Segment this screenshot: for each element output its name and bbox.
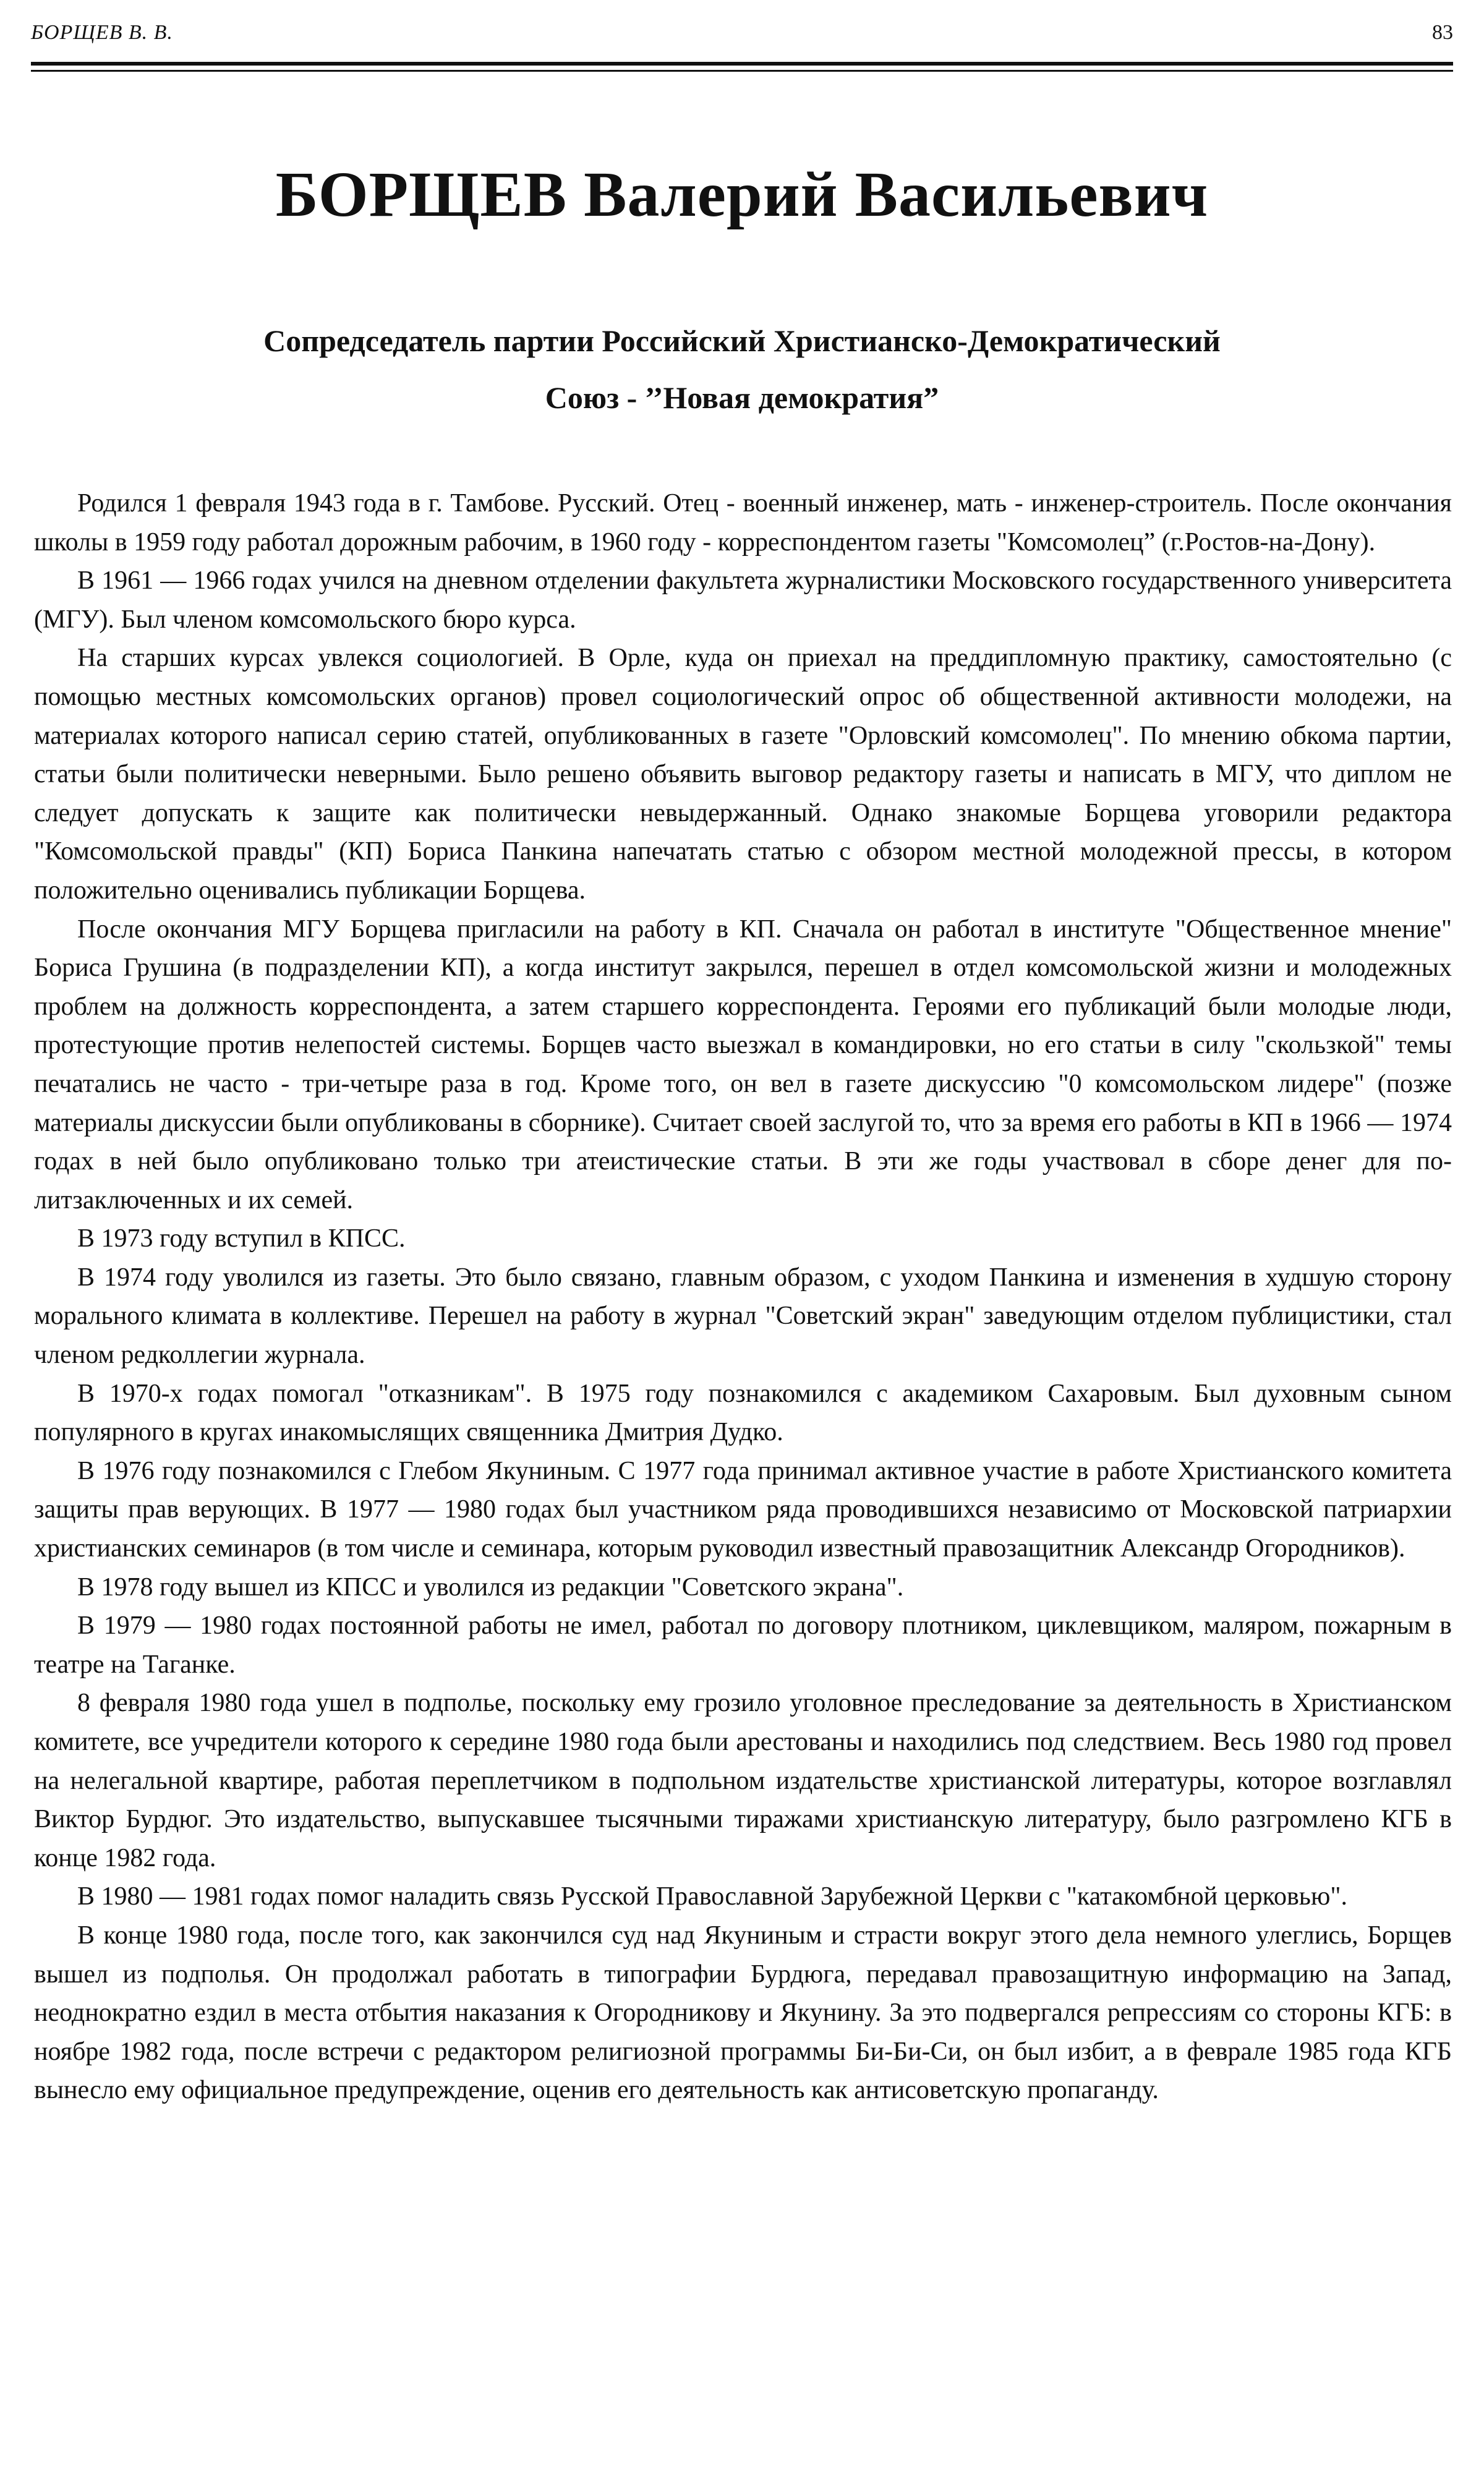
article-body [34,484,1452,2110]
paragraph: После окончания МГУ Борщева пригласили на работу в КП. Сначала он работал в институте "Общественное мнение" Бориса Грушина (в подразделении КП), а когда институт закрылся, перешел в отдел комсомольской жизни и молодежных проблем на должность корреспондента, а затем старшего корреспондента. Героями его публикаций были молодые люди, протестующие против нелепостей системы. Борщев часто выезжал в командировки, но его статьи в силу "скользкой" темы печатались не часто - три-четыре раза в год. Кроме того, он вел в газете дискуссию "0 комсомольском лидере" (позже материалы дискуссии были опубликованы в сборнике). Считает своей заслугой то, что за время его работы в КП в 1966 — 1974 годах в ней было опубликовано только три атеистические статьи. В эти же годы участвовал в сборе денег для политзаключенных и их семей. [34,915,1452,1214]
paragraph: В 1978 году вышел из КПСС и уволился из редакции "Советского экрана". [77,1572,904,1602]
subtitle-line-1: Сопредседатель партии Российский Христианско-Демократический [263,323,1221,358]
paragraph: В 1976 году познакомился с Глебом Якуниным. С 1977 года принимал активное участие в работе Христианского комитета защиты прав верующих. В 1977 — 1980 годах был участником ряда проводившихся независимо от Московской патриархии христианских семинаров (в том числе и семинара, которым руководил известный правозащитник Александр Огородников). [34,1456,1452,1563]
paragraph: В 1970-х годах помогал "отказникам". В 1975 году познакомился с академиком Сахаровым. Был духовным сыном популярного в кругах инакомыслящих священника Дмитрия Дудко. [34,1379,1452,1447]
paragraph: В 1979 — 1980 годах постоянной работы не имел, работал по договору плотником, циклевщиком, маляром, пожарным в театре на Таганке. [34,1611,1452,1679]
paragraph: 8 февраля 1980 года ушел в подполье, поскольку ему грозило уголовное преследование за деятельность в Христианском комитете, все учредители которого к середине 1980 года были арестованы и находились под следствием. Весь 1980 год провел на нелегальной квартире, работая переплетчиком в подпольном издательстве христианской литературы, которое возглавлял Виктор Бурдюг. Это издательство, выпускавшее тысячными тиражами христианскую литературу, было разгромлено КГБ в конце 1982 года. [34,1689,1452,1872]
paragraph: В 1980 — 1981 годах помог наладить связь Русской Православной Зарубежной Церкви с "катакомбной церковью". [77,1882,1347,1911]
paragraph: В 1974 году уволился из газеты. Это было связано, главным образом, с уходом Панкина и изменения в худшую сторону морального климата в коллективе. Перешел на работу в журнал "Советский экран" заведующим отделом публицистики, стал членом редколлегии журнала. [34,1263,1452,1370]
running-title: БОРЩЕВ В. В. [31,21,173,44]
paragraph: В 1973 году вступил в КПСС. [77,1224,406,1253]
subtitle-line-2: Союз - ’’Новая демократия” [545,380,939,415]
paragraph: На старших курсах увлекся социологией. В Орле, куда он приехал на преддипломную практику, самостоятельно (с помощью местных комсомольских органов) провел социологический опрос об общественной активности молодежи, на материалах которого написал серию статей, опубликованных в газете "Орловский комсомолец". По мнению обкома партии, статьи были политически неверными. Было решено объявить выговор редактору газеты и написать в МГУ, что диплом не следует допускать к защите как политически невыдержанный. Однако знакомые Борщева уговорили редактора "Комсомольской правды" (КП) Бориса Панкина напечатать статью с обзором местной молодежной прессы, в котором положительно оценивались публикации Борщева. [34,644,1452,905]
page-number: 83 [1432,21,1453,44]
page-title: БОРЩЕВ Валерий Васильевич [275,159,1209,230]
running-header [31,19,1453,56]
paragraph: В конце 1980 года, после того, как закончился суд над Якуниным и страсти вокруг этого дела немного улеглись, Борщев вышел из подполья. Он продолжал работать в типографии Бурдюга, передавал правозащитную информацию на Запад, неоднократно ездил в места отбытия наказания к Огородникову и Якунину. За это подвергался репрессиям со стороны КГБ: в ноябре 1982 года, после встречи с редактором религиозной программы Би-Би-Си, он был избит, а в феврале 1985 года КГБ вынесло ему официальное предупреждение, оценив его деятельность как антисоветскую пропаганду. [34,1921,1452,2105]
header-rule-thick [31,62,1453,66]
paragraph: Родился 1 февраля 1943 года в г. Тамбове. Русский. Отец - военный инженер, мать - инженер-строитель. После окончания школы в 1959 году работал дорожным рабочим, в 1960 году - корреспондентом газеты "Комсомолец” (г.Ростов-на-Дону). [34,489,1452,557]
header-rule-thin [31,70,1453,72]
paragraph: В 1961 — 1966 годах учился на дневном отделении факультета журналистики Московского государственного университета (МГУ). Был членом комсомольского бюро курса. [34,566,1452,634]
subtitle [0,312,1484,426]
